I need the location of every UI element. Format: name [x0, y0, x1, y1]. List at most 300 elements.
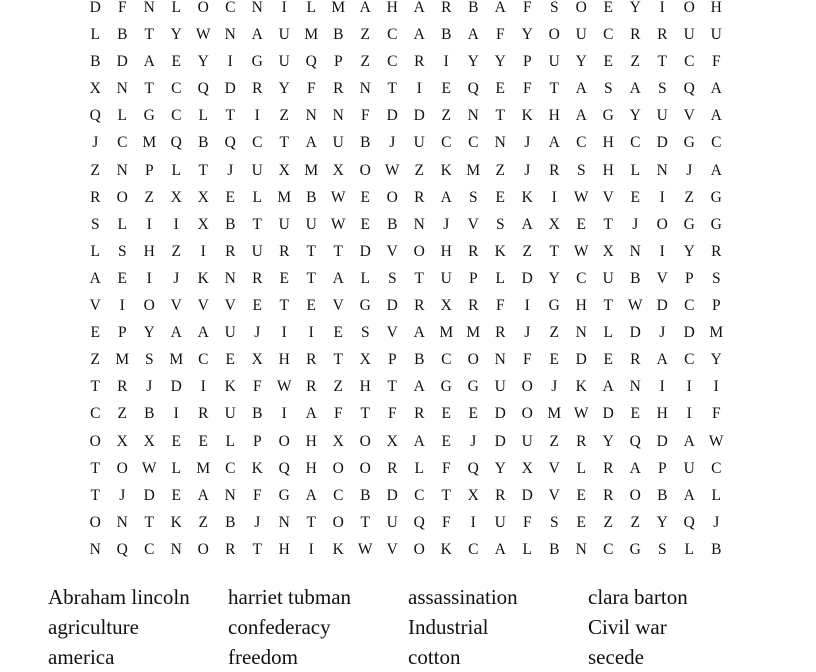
grid-letter: J — [443, 215, 450, 233]
grid-letter: Z — [630, 53, 641, 71]
grid-letter: T — [306, 269, 317, 287]
grid-letter: J — [227, 161, 234, 179]
grid-letter: I — [200, 378, 207, 396]
grid-letter: U — [386, 513, 399, 531]
grid-letter: C — [171, 107, 182, 125]
grid-letter: U — [656, 107, 669, 125]
grid-letter: A — [575, 80, 588, 98]
grid-letter: Z — [333, 378, 344, 396]
grid-letter: L — [495, 269, 506, 287]
grid-letter: E — [333, 324, 344, 342]
grid-letter: C — [684, 297, 695, 315]
grid-letter: A — [710, 161, 723, 179]
grid-letter: H — [386, 0, 399, 16]
grid-letter: R — [90, 188, 101, 206]
grid-letter: E — [441, 80, 452, 98]
grid-letter: F — [522, 0, 533, 16]
grid-letter: T — [279, 297, 290, 315]
grid-letter: Q — [89, 107, 102, 125]
grid-letter: U — [494, 378, 507, 396]
grid-letter: S — [387, 269, 398, 287]
grid-letter: T — [441, 486, 452, 504]
grid-letter: V — [656, 269, 669, 287]
grid-letter: C — [144, 540, 155, 558]
grid-row — [82, 536, 730, 563]
grid-letter: E — [360, 188, 371, 206]
grid-letter: D — [683, 324, 696, 342]
word-bank-item: cotton — [408, 645, 461, 669]
grid-letter: I — [686, 378, 693, 396]
grid-letter: T — [144, 513, 155, 531]
grid-letter: J — [524, 134, 531, 152]
grid-letter: E — [198, 432, 209, 450]
grid-row — [82, 319, 730, 346]
grid-letter: G — [683, 134, 696, 152]
grid-letter: C — [117, 134, 128, 152]
grid-letter: Y — [467, 53, 480, 71]
grid-letter: I — [308, 540, 315, 558]
grid-letter: C — [414, 486, 425, 504]
grid-letter: D — [656, 297, 669, 315]
grid-letter: A — [683, 486, 696, 504]
grid-letter: K — [575, 378, 588, 396]
grid-letter: N — [494, 134, 507, 152]
grid-letter: D — [494, 405, 507, 423]
word-search-grid — [82, 0, 730, 563]
grid-letter: N — [305, 107, 318, 125]
grid-letter: D — [629, 324, 642, 342]
grid-letter: C — [684, 53, 695, 71]
grid-letter: N — [116, 161, 129, 179]
grid-letter: V — [89, 297, 102, 315]
grid-letter: A — [413, 26, 426, 44]
grid-letter: I — [659, 0, 666, 16]
grid-letter: B — [252, 405, 263, 423]
grid-letter: T — [252, 215, 263, 233]
grid-row — [82, 400, 730, 427]
grid-letter: F — [441, 513, 452, 531]
grid-letter: P — [657, 459, 668, 477]
grid-letter: Y — [197, 53, 210, 71]
grid-letter: I — [281, 324, 288, 342]
grid-letter: N — [332, 107, 345, 125]
grid-letter: C — [576, 269, 587, 287]
word-bank-item: freedom — [228, 645, 298, 669]
grid-letter: G — [359, 297, 372, 315]
grid-letter: T — [495, 107, 506, 125]
grid-letter: S — [576, 161, 587, 179]
grid-letter: Q — [467, 459, 480, 477]
grid-letter: Q — [305, 53, 318, 71]
grid-letter: X — [116, 432, 129, 450]
grid-letter: F — [522, 351, 533, 369]
grid-letter: I — [173, 405, 180, 423]
grid-letter: B — [333, 26, 344, 44]
grid-letter: B — [360, 134, 371, 152]
grid-letter: B — [90, 53, 101, 71]
grid-letter: E — [225, 188, 236, 206]
grid-letter: L — [171, 161, 182, 179]
grid-letter: X — [359, 351, 372, 369]
grid-letter: I — [173, 215, 180, 233]
grid-letter: W — [141, 459, 158, 477]
grid-letter: E — [603, 351, 614, 369]
grid-letter: V — [332, 297, 345, 315]
grid-letter: A — [575, 107, 588, 125]
grid-letter: L — [711, 486, 722, 504]
grid-letter: N — [116, 80, 129, 98]
grid-letter: A — [332, 269, 345, 287]
grid-letter: G — [278, 486, 291, 504]
grid-letter: R — [387, 459, 398, 477]
grid-letter: E — [576, 486, 587, 504]
grid-letter: R — [414, 53, 425, 71]
grid-row — [82, 21, 730, 48]
grid-row — [82, 211, 730, 238]
grid-letter: Z — [603, 513, 614, 531]
grid-letter: H — [278, 351, 291, 369]
grid-letter: O — [467, 351, 480, 369]
grid-letter: O — [548, 26, 561, 44]
grid-letter: L — [171, 0, 182, 16]
grid-letter: N — [224, 486, 237, 504]
grid-letter: X — [197, 215, 210, 233]
grid-letter: C — [252, 134, 263, 152]
grid-letter: C — [441, 134, 452, 152]
grid-letter: Y — [656, 513, 669, 531]
grid-letter: Y — [683, 242, 696, 260]
grid-letter: D — [386, 297, 399, 315]
grid-letter: D — [494, 432, 507, 450]
grid-letter: C — [576, 134, 587, 152]
grid-letter: T — [387, 378, 398, 396]
grid-letter: G — [548, 297, 561, 315]
grid-letter: S — [549, 0, 560, 16]
grid-letter: Q — [197, 80, 210, 98]
grid-letter: C — [468, 134, 479, 152]
grid-letter: J — [470, 432, 477, 450]
grid-letter: E — [225, 351, 236, 369]
grid-letter: A — [440, 188, 453, 206]
grid-row — [82, 482, 730, 509]
grid-letter: Y — [278, 80, 291, 98]
word-bank-item: secede — [588, 645, 644, 669]
grid-letter: R — [306, 351, 317, 369]
grid-letter: E — [252, 297, 263, 315]
grid-letter: V — [197, 297, 210, 315]
grid-letter: X — [386, 432, 399, 450]
grid-letter: R — [198, 405, 209, 423]
grid-row — [82, 184, 730, 211]
grid-letter: Y — [494, 459, 507, 477]
grid-letter: Q — [170, 134, 183, 152]
grid-letter: F — [306, 80, 317, 98]
grid-letter: Y — [170, 26, 183, 44]
grid-letter: C — [684, 351, 695, 369]
grid-letter: O — [521, 378, 534, 396]
grid-letter: A — [197, 324, 210, 342]
grid-letter: T — [198, 161, 209, 179]
grid-letter: L — [360, 269, 371, 287]
grid-letter: P — [252, 432, 263, 450]
grid-letter: D — [170, 378, 183, 396]
grid-letter: L — [522, 540, 533, 558]
grid-letter: P — [711, 297, 722, 315]
grid-letter: K — [224, 378, 237, 396]
grid-letter: N — [656, 161, 669, 179]
word-bank-item: Civil war — [588, 615, 667, 639]
grid-letter: C — [387, 53, 398, 71]
grid-letter: F — [252, 486, 263, 504]
grid-letter: W — [330, 215, 347, 233]
grid-letter: N — [359, 80, 372, 98]
grid-letter: Z — [549, 324, 560, 342]
grid-letter: T — [549, 80, 560, 98]
grid-letter: K — [440, 161, 453, 179]
grid-row — [82, 0, 730, 21]
grid-letter: D — [224, 80, 237, 98]
grid-letter: A — [602, 378, 615, 396]
grid-letter: J — [173, 269, 180, 287]
grid-letter: T — [360, 405, 371, 423]
grid-letter: F — [522, 80, 533, 98]
grid-letter: M — [547, 405, 562, 423]
word-bank-item: Industrial — [408, 615, 489, 639]
grid-letter: Z — [630, 513, 641, 531]
grid-letter: G — [710, 188, 723, 206]
grid-letter: R — [468, 297, 479, 315]
grid-letter: N — [224, 269, 237, 287]
grid-letter: R — [225, 242, 236, 260]
grid-letter: M — [439, 324, 454, 342]
grid-letter: V — [224, 297, 237, 315]
grid-letter: V — [548, 459, 561, 477]
grid-row — [82, 157, 730, 184]
grid-letter: S — [603, 80, 614, 98]
grid-letter: I — [551, 188, 558, 206]
grid-letter: O — [89, 432, 102, 450]
grid-letter: L — [90, 242, 101, 260]
grid-letter: T — [603, 297, 614, 315]
grid-letter: Y — [548, 269, 561, 287]
grid-letter: E — [549, 351, 560, 369]
grid-letter: U — [278, 215, 291, 233]
grid-letter: G — [602, 107, 615, 125]
grid-letter: L — [90, 26, 101, 44]
grid-letter: Z — [171, 242, 182, 260]
grid-letter: T — [387, 80, 398, 98]
grid-letter: E — [576, 513, 587, 531]
grid-letter: O — [332, 459, 345, 477]
grid-letter: T — [90, 486, 101, 504]
grid-letter: U — [251, 242, 264, 260]
grid-letter: Z — [441, 107, 452, 125]
grid-letter: T — [144, 80, 155, 98]
grid-letter: R — [225, 540, 236, 558]
grid-letter: Z — [144, 188, 155, 206]
grid-letter: S — [657, 540, 668, 558]
grid-letter: G — [440, 378, 453, 396]
grid-letter: N — [170, 540, 183, 558]
grid-letter: N — [278, 513, 291, 531]
grid-letter: B — [468, 0, 479, 16]
grid-letter: F — [711, 53, 722, 71]
grid-letter: L — [684, 540, 695, 558]
grid-letter: Q — [683, 80, 696, 98]
grid-letter: O — [683, 0, 696, 16]
grid-letter: C — [711, 134, 722, 152]
grid-letter: X — [332, 432, 345, 450]
grid-letter: G — [629, 540, 642, 558]
grid-letter: Q — [467, 80, 480, 98]
grid-letter: Y — [143, 324, 156, 342]
grid-letter: C — [630, 134, 641, 152]
grid-letter: N — [143, 0, 156, 16]
grid-letter: N — [413, 215, 426, 233]
grid-letter: S — [144, 351, 155, 369]
grid-letter: C — [468, 540, 479, 558]
grid-letter: B — [657, 486, 668, 504]
grid-letter: U — [224, 324, 237, 342]
grid-letter: Y — [521, 26, 534, 44]
grid-letter: Z — [279, 107, 290, 125]
grid-letter: B — [144, 405, 155, 423]
grid-letter: J — [524, 324, 531, 342]
grid-letter: D — [656, 432, 669, 450]
grid-letter: H — [575, 297, 588, 315]
grid-letter: O — [575, 0, 588, 16]
grid-letter: R — [252, 80, 263, 98]
grid-letter: R — [711, 242, 722, 260]
grid-letter: Y — [575, 53, 588, 71]
grid-letter: E — [630, 405, 641, 423]
grid-letter: L — [414, 459, 425, 477]
grid-row — [82, 238, 730, 265]
grid-letter: Y — [710, 351, 723, 369]
grid-letter: T — [333, 351, 344, 369]
grid-letter: N — [251, 0, 264, 16]
grid-letter: W — [627, 297, 644, 315]
grid-letter: J — [659, 324, 666, 342]
grid-letter: Y — [629, 107, 642, 125]
grid-letter: A — [143, 53, 156, 71]
grid-letter: L — [576, 459, 587, 477]
grid-letter: H — [710, 0, 723, 16]
grid-letter: I — [254, 107, 261, 125]
grid-letter: M — [169, 351, 184, 369]
word-bank — [48, 582, 768, 672]
grid-letter: O — [197, 540, 210, 558]
grid-letter: W — [573, 242, 590, 260]
grid-letter: J — [524, 161, 531, 179]
grid-letter: U — [710, 26, 723, 44]
grid-letter: P — [144, 161, 155, 179]
grid-letter: J — [632, 215, 639, 233]
grid-letter: D — [521, 486, 534, 504]
grid-letter: W — [195, 26, 212, 44]
grid-letter: A — [89, 269, 102, 287]
grid-letter: T — [333, 242, 344, 260]
grid-letter: D — [386, 107, 399, 125]
grid-letter: A — [413, 378, 426, 396]
grid-letter: W — [330, 188, 347, 206]
grid-letter: N — [224, 26, 237, 44]
grid-letter: C — [387, 26, 398, 44]
grid-letter: H — [548, 107, 561, 125]
grid-letter: R — [603, 459, 614, 477]
grid-letter: W — [573, 188, 590, 206]
grid-letter: K — [332, 540, 345, 558]
grid-letter: D — [656, 134, 669, 152]
grid-letter: Q — [116, 540, 129, 558]
grid-letter: V — [386, 242, 399, 260]
grid-letter: A — [197, 486, 210, 504]
grid-letter: D — [359, 242, 372, 260]
grid-letter: F — [252, 378, 263, 396]
grid-letter: Z — [117, 405, 128, 423]
grid-letter: P — [387, 351, 398, 369]
grid-letter: Y — [629, 0, 642, 16]
grid-letter: O — [197, 0, 210, 16]
grid-letter: B — [441, 26, 452, 44]
grid-letter: S — [549, 513, 560, 531]
grid-letter: C — [603, 540, 614, 558]
grid-letter: I — [281, 0, 288, 16]
grid-letter: A — [629, 80, 642, 98]
word-bank-item: harriet tubman — [228, 585, 352, 609]
grid-letter: V — [548, 486, 561, 504]
grid-letter: B — [360, 486, 371, 504]
grid-letter: H — [305, 459, 318, 477]
grid-letter: O — [278, 432, 291, 450]
grid-letter: R — [657, 26, 668, 44]
grid-letter: K — [197, 269, 210, 287]
grid-letter: H — [656, 405, 669, 423]
grid-letter: T — [549, 242, 560, 260]
grid-letter: L — [225, 432, 236, 450]
grid-letter: J — [551, 378, 558, 396]
grid-letter: C — [711, 459, 722, 477]
grid-letter: T — [279, 134, 290, 152]
grid-letter: S — [117, 242, 128, 260]
grid-letter: K — [170, 513, 183, 531]
grid-letter: R — [414, 297, 425, 315]
grid-letter: H — [602, 134, 615, 152]
grid-letter: T — [306, 513, 317, 531]
grid-letter: E — [495, 188, 506, 206]
word-bank-item: america — [48, 645, 115, 669]
grid-letter: K — [521, 188, 534, 206]
grid-letter: V — [467, 215, 480, 233]
grid-letter: Z — [360, 26, 371, 44]
grid-letter: K — [494, 242, 507, 260]
grid-row — [82, 455, 730, 482]
grid-letter: A — [413, 324, 426, 342]
grid-letter: C — [441, 351, 452, 369]
grid-letter: A — [467, 26, 480, 44]
grid-letter: D — [413, 107, 426, 125]
grid-letter: T — [414, 269, 425, 287]
grid-letter: F — [495, 297, 506, 315]
grid-letter: J — [389, 134, 396, 152]
grid-letter: M — [304, 161, 319, 179]
grid-letter: S — [90, 215, 101, 233]
grid-letter: U — [602, 269, 615, 287]
grid-letter: B — [711, 540, 722, 558]
grid-letter: F — [117, 0, 128, 16]
grid-letter: A — [548, 134, 561, 152]
grid-letter: O — [413, 540, 426, 558]
